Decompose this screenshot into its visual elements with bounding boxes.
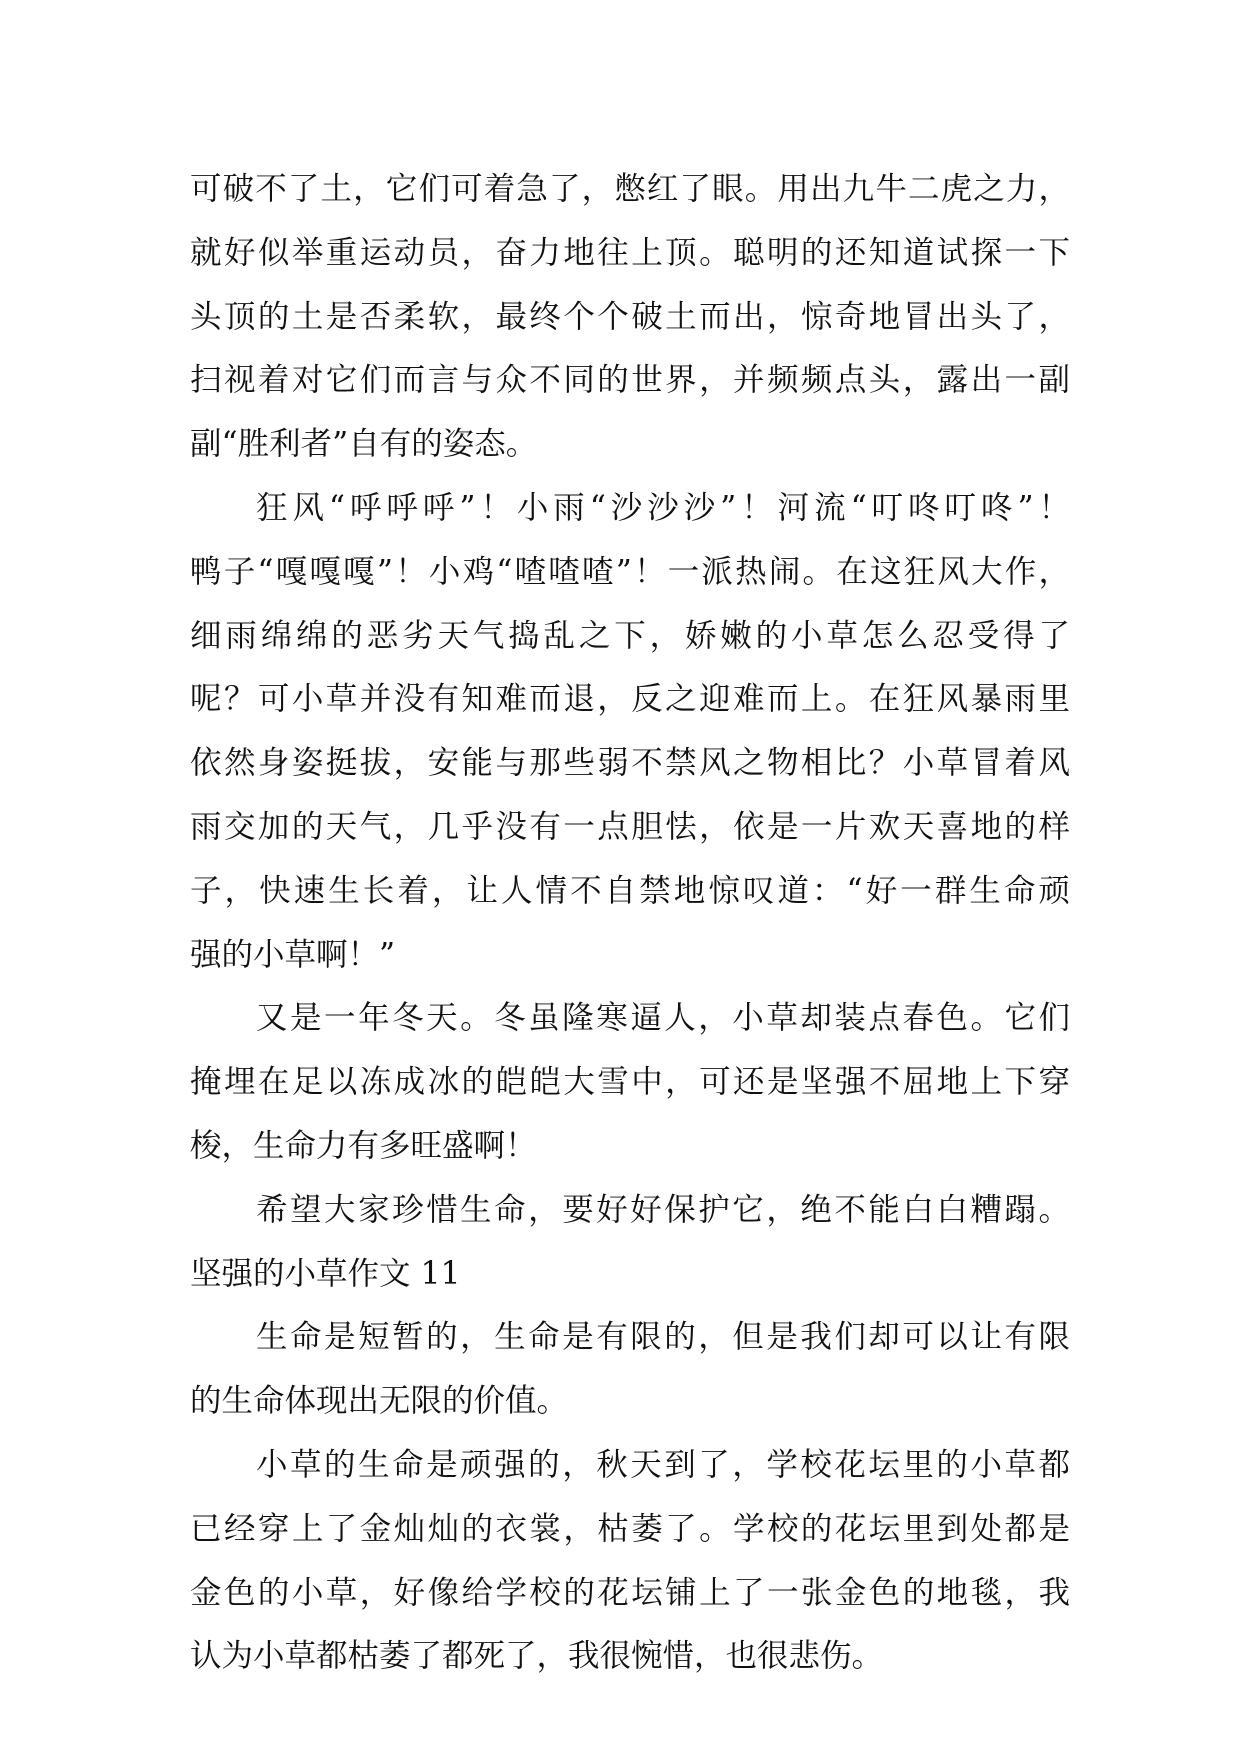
text-line: 认为小草都枯萎了都死了，我很惋惜，也很悲伤。 (190, 1638, 884, 1675)
text-line: 金色的小草，好像给学校的花坛铺上了一张金色的地毯，我 (190, 1574, 1070, 1611)
text-line: 子，快速生长着，让人情不自禁地惊叹道：“好一群生命顽 (190, 872, 1070, 909)
article-body (190, 158, 1070, 1689)
text-line: 可破不了土，它们可着急了，憋红了眼。用出九牛二虎之力， (190, 171, 1070, 207)
text-line: 依然身姿挺拔，安能与那些弱不禁风之物相比？小草冒着风 (190, 745, 1070, 782)
text-line: 掩埋在足以冻成冰的皑皑大雪中，可还是坚强不屈地上下穿 (190, 1064, 1070, 1101)
text-line: 扫视着对它们而言与众不同的世界，并频频点头，露出一副 (190, 362, 1070, 399)
text-line: 头顶的土是否柔软，最终个个破土而出，惊奇地冒出头了， (190, 298, 1070, 335)
text-line: 就好似举重运动员，奋力地往上顶。聪明的还知道试探一下 (190, 234, 1070, 271)
text-line: 副“胜利者”自有的姿态。 (190, 426, 538, 463)
text-line: 鸭子“嘎嘎嘎”！小鸡“喳喳喳”！一派热闹。在这狂风大作， (190, 553, 1070, 590)
text-line: 已经穿上了金灿灿的衣裳，枯萎了。学校的花坛里到处都是 (190, 1510, 1070, 1547)
paragraph-first-line: 生命是短暂的，生命是有限的，但是我们却可以让有限 (256, 1319, 1070, 1356)
paragraph-first-line: 又是一年冬天。冬虽隆寒逼人，小草却装点春色。它们 (256, 1000, 1070, 1037)
paragraph-first-line: 狂风“呼呼呼”！小雨“沙沙沙”！河流“叮咚叮咚”！ (256, 489, 1070, 526)
text-line: 的生命体现出无限的价值。 (190, 1383, 569, 1420)
paragraph-first-line: 小草的生命是顽强的，秋天到了，学校花坛里的小草都 (256, 1446, 1070, 1483)
paragraph-first-line: 希望大家珍惜生命，要好好保护它，绝不能白白糟蹋。 (256, 1191, 1070, 1228)
text-line: 细雨绵绵的恶劣天气捣乱之下，娇嫩的小草怎么忍受得了 (190, 617, 1070, 654)
text-line: 呢？可小草并没有知难而退，反之迎难而上。在狂风暴雨里 (190, 681, 1070, 718)
text-line: 强的小草啊！” (190, 936, 396, 973)
article-heading: 坚强的小草作文 11 (190, 1255, 461, 1292)
text-line: 梭，生命力有多旺盛啊！ (190, 1127, 537, 1164)
text-line: 雨交加的天气，几乎没有一点胆怯，依是一片欢天喜地的样 (190, 808, 1070, 845)
